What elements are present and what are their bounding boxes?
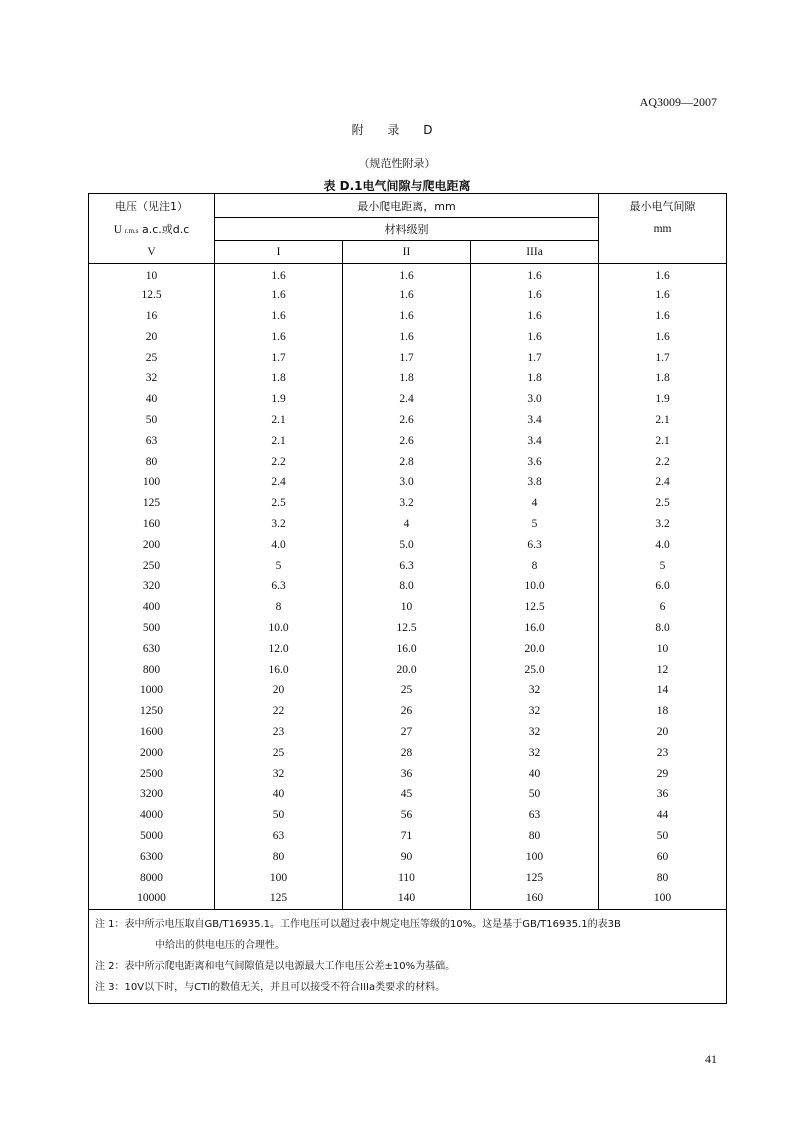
note-1: 注 1：表中所示电压取自GB/T16935.1。工作电压可以超过表中规定电压等级的10%。这是基于GB/T16935.1的表3B bbox=[95, 918, 621, 930]
clearance-cell: 2.1 bbox=[599, 430, 727, 451]
page-number: 41 bbox=[705, 1052, 717, 1066]
creepage-ii-cell: 12.5 bbox=[343, 618, 471, 639]
voltage-cell: 10 bbox=[89, 264, 215, 285]
table-row bbox=[89, 763, 727, 784]
creepage-iiia-cell: 1.6 bbox=[471, 285, 599, 306]
clearance-cell: 1.6 bbox=[599, 326, 727, 347]
clearance-cell: 14 bbox=[599, 680, 727, 701]
table-row bbox=[89, 597, 727, 618]
clearance-cell: 2.2 bbox=[599, 451, 727, 472]
voltage-cell: 630 bbox=[89, 638, 215, 659]
table-row bbox=[89, 576, 727, 597]
creepage-i-cell: 1.6 bbox=[215, 306, 343, 327]
table-row bbox=[89, 784, 727, 805]
clearance-cell: 1.9 bbox=[599, 389, 727, 410]
creepage-ii-cell: 45 bbox=[343, 784, 471, 805]
creepage-ii-cell: 1.6 bbox=[343, 306, 471, 327]
creepage-iiia-cell: 5 bbox=[471, 514, 599, 535]
table-row bbox=[89, 410, 727, 431]
creepage-iiia-cell: 1.6 bbox=[471, 326, 599, 347]
voltage-cell: 250 bbox=[89, 555, 215, 576]
clearance-cell: 1.6 bbox=[599, 285, 727, 306]
creepage-iiia-cell: 25.0 bbox=[471, 659, 599, 680]
voltage-cell: 5000 bbox=[89, 826, 215, 847]
creepage-ii-cell: 110 bbox=[343, 867, 471, 888]
voltage-cell: 320 bbox=[89, 576, 215, 597]
creepage-iiia-cell: 1.7 bbox=[471, 347, 599, 368]
creepage-ii-cell: 3.0 bbox=[343, 472, 471, 493]
creepage-ii-cell: 90 bbox=[343, 846, 471, 867]
voltage-cell: 1600 bbox=[89, 722, 215, 743]
material-group-iiia: IIIa bbox=[471, 241, 599, 264]
creepage-i-cell: 2.4 bbox=[215, 472, 343, 493]
table-row bbox=[89, 701, 727, 722]
voltage-cell: 1250 bbox=[89, 701, 215, 722]
creepage-ii-cell: 71 bbox=[343, 826, 471, 847]
creepage-iiia-cell: 63 bbox=[471, 805, 599, 826]
clearance-cell: 23 bbox=[599, 742, 727, 763]
creepage-iiia-cell: 4 bbox=[471, 493, 599, 514]
clearance-cell: 80 bbox=[599, 867, 727, 888]
table-row bbox=[89, 722, 727, 743]
creepage-iiia-cell: 80 bbox=[471, 826, 599, 847]
creepage-ii-cell: 27 bbox=[343, 722, 471, 743]
table-body bbox=[89, 264, 727, 910]
table-row bbox=[89, 326, 727, 347]
creepage-iiia-cell: 32 bbox=[471, 722, 599, 743]
material-header: 材料级别 bbox=[215, 218, 599, 241]
creepage-ii-cell: 1.6 bbox=[343, 264, 471, 285]
voltage-cell: 50 bbox=[89, 410, 215, 431]
creepage-iiia-cell: 3.4 bbox=[471, 430, 599, 451]
creepage-i-cell: 40 bbox=[215, 784, 343, 805]
table-row bbox=[89, 285, 727, 306]
creepage-iiia-cell: 6.3 bbox=[471, 534, 599, 555]
clearance-cell: 60 bbox=[599, 846, 727, 867]
creepage-i-cell: 2.5 bbox=[215, 493, 343, 514]
voltage-cell: 20 bbox=[89, 326, 215, 347]
creepage-ii-cell: 2.8 bbox=[343, 451, 471, 472]
clearance-cell: 6.0 bbox=[599, 576, 727, 597]
material-group-i: I bbox=[215, 241, 343, 264]
table-row bbox=[89, 472, 727, 493]
creepage-iiia-cell: 8 bbox=[471, 555, 599, 576]
table-row bbox=[89, 264, 727, 285]
creepage-i-cell: 32 bbox=[215, 763, 343, 784]
table-row bbox=[89, 514, 727, 535]
voltage-cell: 160 bbox=[89, 514, 215, 535]
creepage-ii-cell: 2.4 bbox=[343, 389, 471, 410]
creepage-iiia-cell: 16.0 bbox=[471, 618, 599, 639]
clearance-cell: 18 bbox=[599, 701, 727, 722]
clearance-cell: 36 bbox=[599, 784, 727, 805]
table-row bbox=[89, 347, 727, 368]
creepage-iiia-cell: 20.0 bbox=[471, 638, 599, 659]
creepage-ii-cell: 5.0 bbox=[343, 534, 471, 555]
creepage-iiia-cell: 32 bbox=[471, 680, 599, 701]
clearance-cell: 2.5 bbox=[599, 493, 727, 514]
voltage-header-unit: V bbox=[89, 241, 215, 264]
creepage-ii-cell: 1.6 bbox=[343, 285, 471, 306]
creepage-i-cell: 125 bbox=[215, 888, 343, 909]
creepage-i-cell: 2.1 bbox=[215, 430, 343, 451]
creepage-header: 最小爬电距离，mm bbox=[215, 194, 599, 218]
voltage-cell: 125 bbox=[89, 493, 215, 514]
creepage-ii-cell: 1.7 bbox=[343, 347, 471, 368]
table-row bbox=[89, 555, 727, 576]
clearance-cell: 6 bbox=[599, 597, 727, 618]
creepage-ii-cell: 20.0 bbox=[343, 659, 471, 680]
creepage-ii-cell: 25 bbox=[343, 680, 471, 701]
creepage-ii-cell: 8.0 bbox=[343, 576, 471, 597]
creepage-ii-cell: 16.0 bbox=[343, 638, 471, 659]
creepage-iiia-cell: 160 bbox=[471, 888, 599, 909]
creepage-i-cell: 2.2 bbox=[215, 451, 343, 472]
document-code: AQ3009—2007 bbox=[639, 95, 717, 109]
voltage-cell: 200 bbox=[89, 534, 215, 555]
creepage-ii-cell: 2.6 bbox=[343, 410, 471, 431]
clearance-cell: 1.8 bbox=[599, 368, 727, 389]
creepage-i-cell: 16.0 bbox=[215, 659, 343, 680]
table-row bbox=[89, 742, 727, 763]
note-2: 注 2：表中所示爬电距离和电气间隙值是以电源最大工作电压公差±10%为基础。 bbox=[95, 960, 456, 972]
table-row bbox=[89, 826, 727, 847]
voltage-cell: 4000 bbox=[89, 805, 215, 826]
creepage-i-cell: 23 bbox=[215, 722, 343, 743]
voltage-cell: 16 bbox=[89, 306, 215, 327]
creepage-i-cell: 22 bbox=[215, 701, 343, 722]
table-row bbox=[89, 618, 727, 639]
creepage-i-cell: 3.2 bbox=[215, 514, 343, 535]
voltage-ac-dc: a.c.或d.c bbox=[138, 223, 190, 236]
clearance-cell: 50 bbox=[599, 826, 727, 847]
voltage-cell: 500 bbox=[89, 618, 215, 639]
creepage-iiia-cell: 3.6 bbox=[471, 451, 599, 472]
creepage-iiia-cell: 1.6 bbox=[471, 306, 599, 327]
clearance-cell: 100 bbox=[599, 888, 727, 909]
creepage-i-cell: 6.3 bbox=[215, 576, 343, 597]
clearance-cell: 20 bbox=[599, 722, 727, 743]
creepage-iiia-cell: 12.5 bbox=[471, 597, 599, 618]
voltage-cell: 8000 bbox=[89, 867, 215, 888]
creepage-i-cell: 1.9 bbox=[215, 389, 343, 410]
creepage-iiia-cell: 32 bbox=[471, 742, 599, 763]
table-row bbox=[89, 805, 727, 826]
voltage-cell: 2000 bbox=[89, 742, 215, 763]
table-row bbox=[89, 680, 727, 701]
clearance-cell: 3.2 bbox=[599, 514, 727, 535]
creepage-ii-cell: 56 bbox=[343, 805, 471, 826]
creepage-ii-cell: 1.8 bbox=[343, 368, 471, 389]
creepage-ii-cell: 1.6 bbox=[343, 326, 471, 347]
creepage-i-cell: 5 bbox=[215, 555, 343, 576]
creepage-ii-cell: 26 bbox=[343, 701, 471, 722]
creepage-ii-cell: 140 bbox=[343, 888, 471, 909]
voltage-cell: 80 bbox=[89, 451, 215, 472]
creepage-i-cell: 63 bbox=[215, 826, 343, 847]
creepage-iiia-cell: 125 bbox=[471, 867, 599, 888]
creepage-i-cell: 2.1 bbox=[215, 410, 343, 431]
voltage-cell: 40 bbox=[89, 389, 215, 410]
table-row bbox=[89, 430, 727, 451]
voltage-cell: 400 bbox=[89, 597, 215, 618]
voltage-cell: 32 bbox=[89, 368, 215, 389]
clearance-cell: 5 bbox=[599, 555, 727, 576]
creepage-ii-cell: 4 bbox=[343, 514, 471, 535]
table-row bbox=[89, 451, 727, 472]
creepage-i-cell: 80 bbox=[215, 846, 343, 867]
table-row bbox=[89, 638, 727, 659]
voltage-cell: 25 bbox=[89, 347, 215, 368]
clearance-cell: 29 bbox=[599, 763, 727, 784]
appendix-title: 附 录 D bbox=[351, 123, 443, 137]
table-notes bbox=[89, 909, 727, 1003]
creepage-i-cell: 1.6 bbox=[215, 285, 343, 306]
creepage-i-cell: 20 bbox=[215, 680, 343, 701]
creepage-i-cell: 1.6 bbox=[215, 326, 343, 347]
table-row bbox=[89, 389, 727, 410]
creepage-iiia-cell: 32 bbox=[471, 701, 599, 722]
table-row bbox=[89, 888, 727, 909]
creepage-ii-cell: 6.3 bbox=[343, 555, 471, 576]
creepage-iiia-cell: 3.4 bbox=[471, 410, 599, 431]
clearance-cell: 8.0 bbox=[599, 618, 727, 639]
voltage-subscript: r.m.s bbox=[124, 227, 139, 235]
appendix-subtitle: （规范性附录） bbox=[358, 157, 436, 170]
clearance-cell: 44 bbox=[599, 805, 727, 826]
creepage-ii-cell: 10 bbox=[343, 597, 471, 618]
creepage-i-cell: 25 bbox=[215, 742, 343, 763]
creepage-i-cell: 1.7 bbox=[215, 347, 343, 368]
voltage-cell: 10000 bbox=[89, 888, 215, 909]
creepage-i-cell: 1.6 bbox=[215, 264, 343, 285]
table-row bbox=[89, 659, 727, 680]
table-row bbox=[89, 368, 727, 389]
table-caption: 表 D.1电气间隙与爬电距离 bbox=[323, 179, 471, 193]
clearance-header-unit: mm bbox=[599, 218, 727, 241]
note-3: 注 3：10V以下时，与CTI的数值无关，并且可以接受不符合IIIa类要求的材料。 bbox=[95, 981, 446, 993]
clearance-cell: 2.4 bbox=[599, 472, 727, 493]
voltage-header-line2 bbox=[89, 218, 215, 241]
table-row bbox=[89, 867, 727, 888]
clearance-cell: 1.7 bbox=[599, 347, 727, 368]
voltage-cell: 3200 bbox=[89, 784, 215, 805]
voltage-cell: 800 bbox=[89, 659, 215, 680]
creepage-iiia-cell: 10.0 bbox=[471, 576, 599, 597]
creepage-i-cell: 1.8 bbox=[215, 368, 343, 389]
voltage-header-line1: 电压（见注1） bbox=[89, 194, 215, 218]
clearance-cell: 12 bbox=[599, 659, 727, 680]
table-row bbox=[89, 306, 727, 327]
voltage-cell: 1000 bbox=[89, 680, 215, 701]
clearance-cell: 4.0 bbox=[599, 534, 727, 555]
note-1-continued: 中给出的供电电压的合理性。 bbox=[155, 939, 285, 951]
table-row bbox=[89, 846, 727, 867]
clearance-header-line1: 最小电气间隙 bbox=[599, 194, 727, 218]
creepage-ii-cell: 3.2 bbox=[343, 493, 471, 514]
creepage-i-cell: 4.0 bbox=[215, 534, 343, 555]
creepage-i-cell: 50 bbox=[215, 805, 343, 826]
creepage-ii-cell: 28 bbox=[343, 742, 471, 763]
voltage-cell: 63 bbox=[89, 430, 215, 451]
creepage-iiia-cell: 1.6 bbox=[471, 264, 599, 285]
creepage-i-cell: 8 bbox=[215, 597, 343, 618]
creepage-i-cell: 100 bbox=[215, 867, 343, 888]
creepage-i-cell: 10.0 bbox=[215, 618, 343, 639]
material-group-ii: II bbox=[343, 241, 471, 264]
creepage-iiia-cell: 3.8 bbox=[471, 472, 599, 493]
voltage-cell: 2500 bbox=[89, 763, 215, 784]
creepage-iiia-cell: 1.8 bbox=[471, 368, 599, 389]
creepage-ii-cell: 36 bbox=[343, 763, 471, 784]
table-row bbox=[89, 534, 727, 555]
creepage-iiia-cell: 100 bbox=[471, 846, 599, 867]
creepage-iiia-cell: 40 bbox=[471, 763, 599, 784]
creepage-iiia-cell: 50 bbox=[471, 784, 599, 805]
clearance-cell: 1.6 bbox=[599, 264, 727, 285]
creepage-iiia-cell: 3.0 bbox=[471, 389, 599, 410]
voltage-cell: 6300 bbox=[89, 846, 215, 867]
voltage-cell: 100 bbox=[89, 472, 215, 493]
clearance-creepage-table bbox=[88, 193, 727, 1004]
clearance-cell: 1.6 bbox=[599, 306, 727, 327]
clearance-cell: 10 bbox=[599, 638, 727, 659]
clearance-cell: 2.1 bbox=[599, 410, 727, 431]
voltage-cell: 12.5 bbox=[89, 285, 215, 306]
table-row bbox=[89, 493, 727, 514]
voltage-symbol: U bbox=[113, 224, 125, 236]
creepage-i-cell: 12.0 bbox=[215, 638, 343, 659]
creepage-ii-cell: 2.6 bbox=[343, 430, 471, 451]
